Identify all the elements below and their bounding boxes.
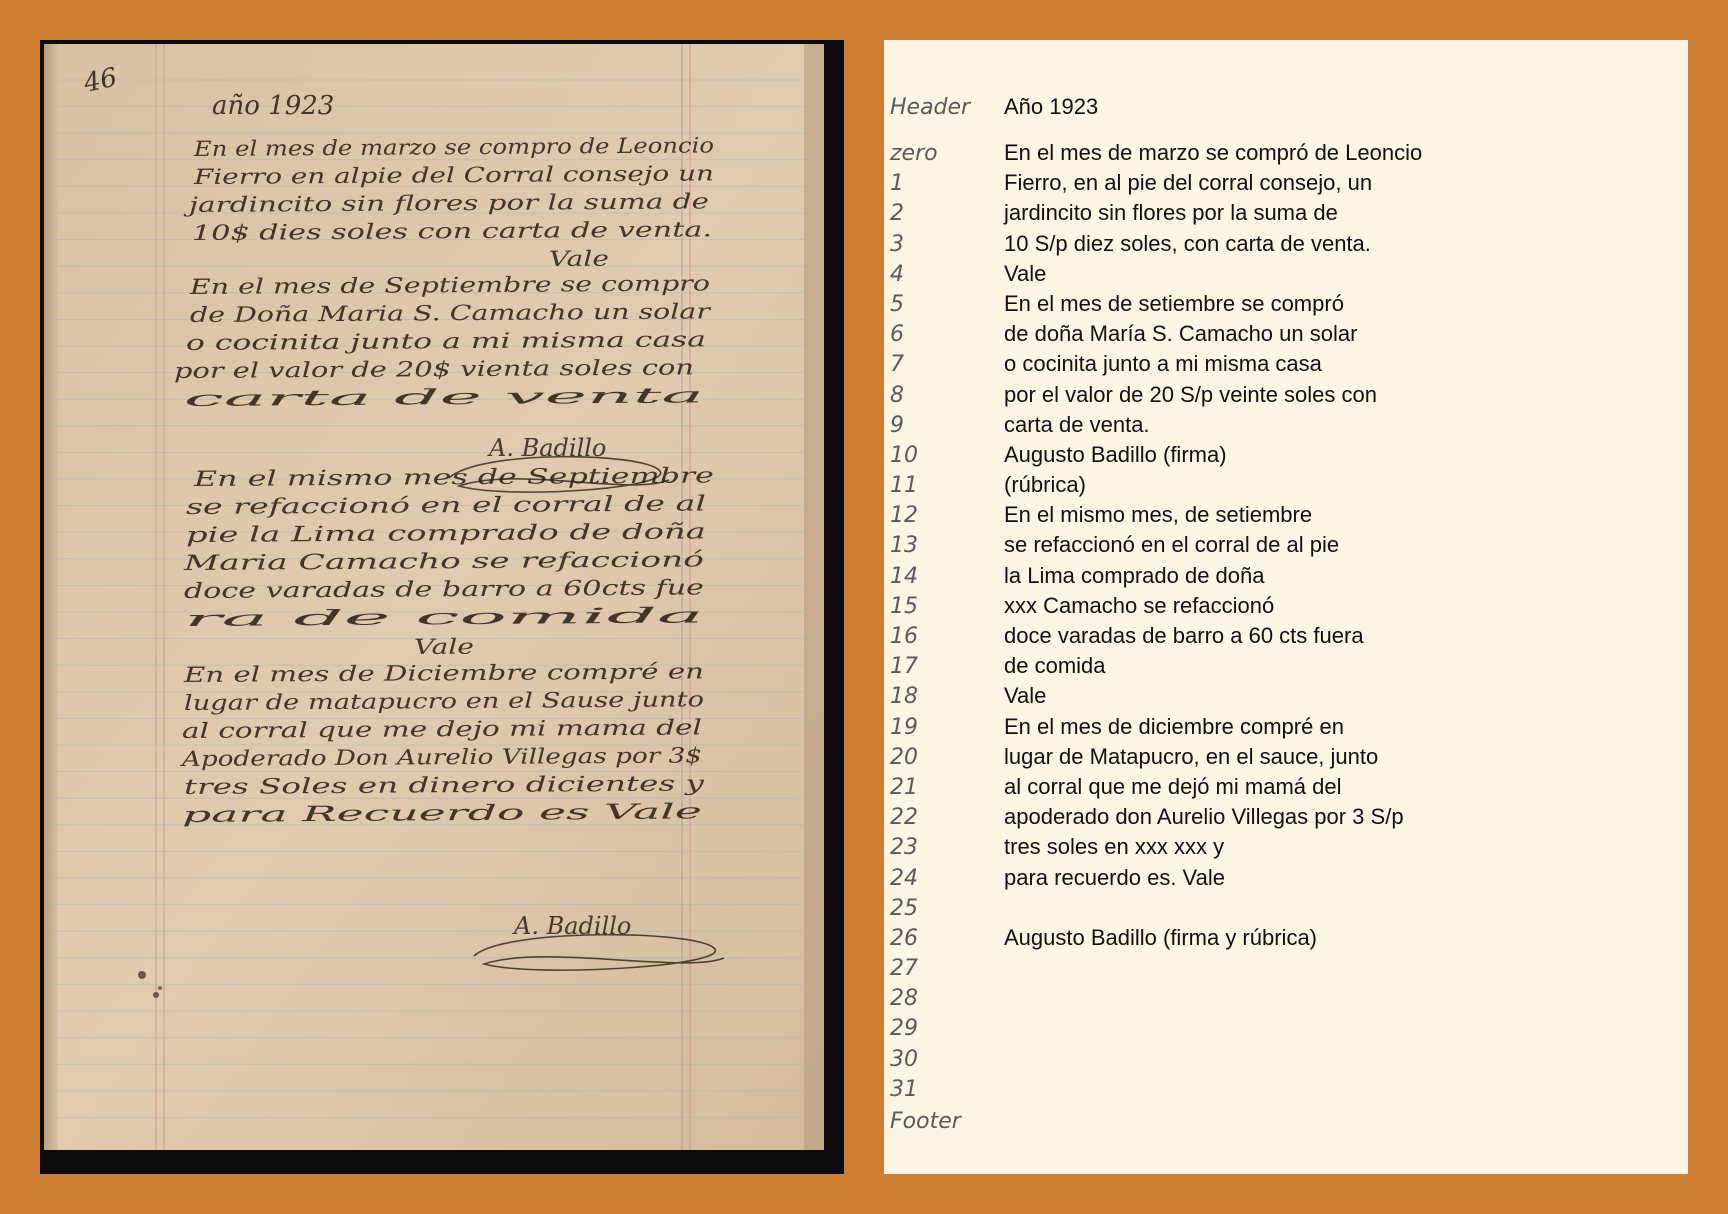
line-label: 30	[890, 1046, 918, 1072]
line-label: 21	[890, 774, 918, 800]
transcription-row	[890, 894, 1680, 924]
line-text: Augusto Badillo (firma y rúbrica)	[1004, 924, 1318, 950]
line-text: doce varadas de barro a 60 cts fuera	[1004, 623, 1364, 648]
line-label: 23	[890, 835, 918, 861]
handwritten-line: se refaccionó en el corral de al	[185, 492, 516, 519]
transcription-row	[890, 652, 1680, 682]
transcription-row	[890, 1075, 1680, 1105]
line-label: 10	[890, 442, 918, 468]
handwritten-line: En el mes de Septiembre se compro	[189, 272, 575, 299]
transcription-row	[890, 713, 1680, 743]
transcription-lines	[890, 93, 1680, 1135]
transcription-row	[890, 290, 1680, 320]
transcription-row	[890, 169, 1680, 199]
handwritten-line: carta de venta	[183, 385, 338, 411]
line-text: Vale	[1004, 260, 1047, 286]
transcription-row	[890, 471, 1680, 501]
line-label: 17	[890, 654, 918, 680]
line-text: Augusto Badillo (firma)	[1004, 441, 1227, 467]
line-text: En el mes de marzo se compró de Leoncio	[1004, 140, 1423, 165]
line-label: Footer	[890, 1109, 961, 1134]
transcription-panel	[884, 40, 1688, 1174]
line-text: Fierro, en al pie del corral consejo, un	[1004, 170, 1373, 196]
line-label: Header	[890, 95, 971, 120]
transcription-row	[890, 230, 1680, 260]
transcription-row	[890, 441, 1680, 471]
transcription-row	[890, 924, 1680, 954]
line-label: 15	[890, 593, 918, 619]
handwritten-line: pie la Lima comprado de doña	[185, 520, 509, 547]
line-label: 5	[890, 291, 904, 317]
line-label: 26	[890, 925, 918, 951]
line-label: 4	[890, 261, 904, 287]
line-label: 29	[890, 1016, 918, 1042]
handwritten-line: Vale	[413, 634, 459, 659]
line-label: zero	[890, 141, 938, 166]
line-label: 6	[890, 322, 904, 348]
line-label: 2	[890, 201, 904, 227]
page-number: 46	[81, 62, 120, 99]
handwritten-line: jardincito sin flores por la suma de	[188, 190, 561, 217]
handwritten-line: doce varadas de barro a 60cts fue	[183, 576, 547, 603]
line-label: 24	[890, 865, 918, 891]
line-text: carta de venta.	[1004, 411, 1150, 437]
footer-row	[890, 1105, 1680, 1135]
line-text: de comida	[1004, 653, 1106, 679]
year-heading: año 1923	[212, 91, 335, 121]
transcription-row	[890, 592, 1680, 622]
line-label: 16	[890, 624, 918, 649]
handwritten-line: por el valor de 20$ vienta soles con	[173, 356, 553, 383]
transcription-row	[890, 984, 1680, 1014]
transcription-row	[890, 682, 1680, 712]
signature-text: A. Badillo	[489, 434, 607, 462]
transcription-row	[890, 622, 1680, 652]
handwritten-line: En el mismo mes de Septiembre	[193, 464, 539, 491]
transcription-row	[890, 411, 1680, 441]
line-label: 18	[890, 684, 918, 710]
line-text: o cocinita junto a mi misma casa	[1004, 351, 1322, 377]
line-label: 31	[890, 1076, 918, 1102]
handwritten-line: 10$ dies soles con carta de venta.	[191, 218, 554, 245]
transcription-row	[890, 773, 1680, 803]
transcription-row	[890, 743, 1680, 773]
line-text: tres soles en xxx xxx y	[1004, 834, 1225, 860]
handwritten-line: En el mes de Diciembre compré en	[183, 660, 558, 687]
line-label: 22	[890, 805, 918, 831]
transcription-row	[890, 1045, 1680, 1075]
line-text: de doña María S. Camacho un solar	[1004, 321, 1358, 347]
line-text: xxx Camacho se refaccionó	[1004, 592, 1275, 618]
handwritten-line: Fierro en alpie del Corral consejo un	[193, 162, 587, 189]
line-text: En el mes de diciembre compré en	[1004, 713, 1344, 739]
transcription-row	[890, 1014, 1680, 1044]
transcription-row	[890, 320, 1680, 350]
transcription-row	[890, 260, 1680, 290]
line-text: lugar de Matapucro, en el sauce, junto	[1004, 743, 1379, 769]
line-label: 25	[890, 895, 918, 921]
line-text: Vale	[1004, 683, 1047, 709]
handwritten-line: Apoderado Don Aurelio Villegas por 3$	[181, 744, 599, 771]
line-label: 7	[890, 352, 904, 378]
transcription-row	[890, 350, 1680, 380]
line-text: para recuerdo es. Vale	[1004, 864, 1225, 890]
line-label: 19	[890, 714, 918, 740]
handwritten-line: Vale	[548, 246, 594, 271]
line-text: la Lima comprado de doña	[1004, 562, 1265, 588]
line-text: En el mismo mes, de setiembre	[1004, 502, 1313, 528]
transcription-row	[890, 833, 1680, 863]
handwritten-line: Maria Camacho se refaccionó	[183, 548, 502, 575]
transcription-row	[890, 562, 1680, 592]
handwritten-line: o cocinita junto a mi misma casa	[185, 328, 535, 355]
signature-text: A. Badillo	[514, 912, 632, 940]
transcription-row	[890, 139, 1680, 169]
transcription-row	[890, 381, 1680, 411]
line-label: 14	[890, 563, 918, 589]
line-label: 8	[890, 382, 904, 408]
line-text: al corral que me dejó mi mamá del	[1004, 773, 1342, 799]
line-text: Año 1923	[1004, 94, 1099, 119]
line-label: 11	[890, 473, 918, 499]
handwritten-line: de Doña Maria S. Camacho un solar	[189, 300, 574, 327]
scanned-ledger-page	[44, 44, 824, 1150]
transcription-row	[890, 199, 1680, 229]
line-label: 27	[890, 956, 918, 982]
line-text: jardincito sin flores por la suma de	[1004, 200, 1338, 226]
transcription-row	[890, 864, 1680, 894]
line-label: 20	[890, 744, 918, 770]
transcription-row	[890, 954, 1680, 984]
line-text: En el mes de setiembre se compró	[1004, 290, 1344, 316]
transcription-row	[890, 803, 1680, 833]
line-label: 1	[890, 171, 904, 197]
handwritten-line: ra de comida	[183, 606, 323, 631]
line-label: 28	[890, 986, 918, 1012]
line-label: 12	[890, 503, 918, 529]
line-text: se refaccionó en el corral de al pie	[1004, 532, 1340, 558]
header-row	[890, 93, 1680, 139]
line-text: 10 S/p diez soles, con carta de venta.	[1004, 230, 1371, 256]
line-label: 3	[890, 231, 904, 257]
scan-frame	[40, 40, 844, 1174]
line-text: por el valor de 20 S/p veinte soles con	[1004, 381, 1378, 407]
line-text: apoderado don Aurelio Villegas por 3 S/p	[1004, 804, 1404, 830]
line-label: 13	[890, 533, 918, 559]
line-text: (rúbrica)	[1004, 472, 1086, 498]
transcription-row	[890, 501, 1680, 531]
handwritten-line: lugar de matapucro en el Sause junto	[183, 688, 585, 715]
handwritten-line: para Recuerdo es Vale	[181, 801, 421, 827]
handwritten-line: tres Soles en dinero dicientes y	[183, 772, 519, 799]
handwritten-line: al corral que me dejo mi mama del	[181, 716, 553, 743]
line-label: 9	[890, 412, 904, 438]
transcription-row	[890, 531, 1680, 561]
handwritten-line: En el mes de marzo se compro de Leoncio	[193, 133, 644, 161]
